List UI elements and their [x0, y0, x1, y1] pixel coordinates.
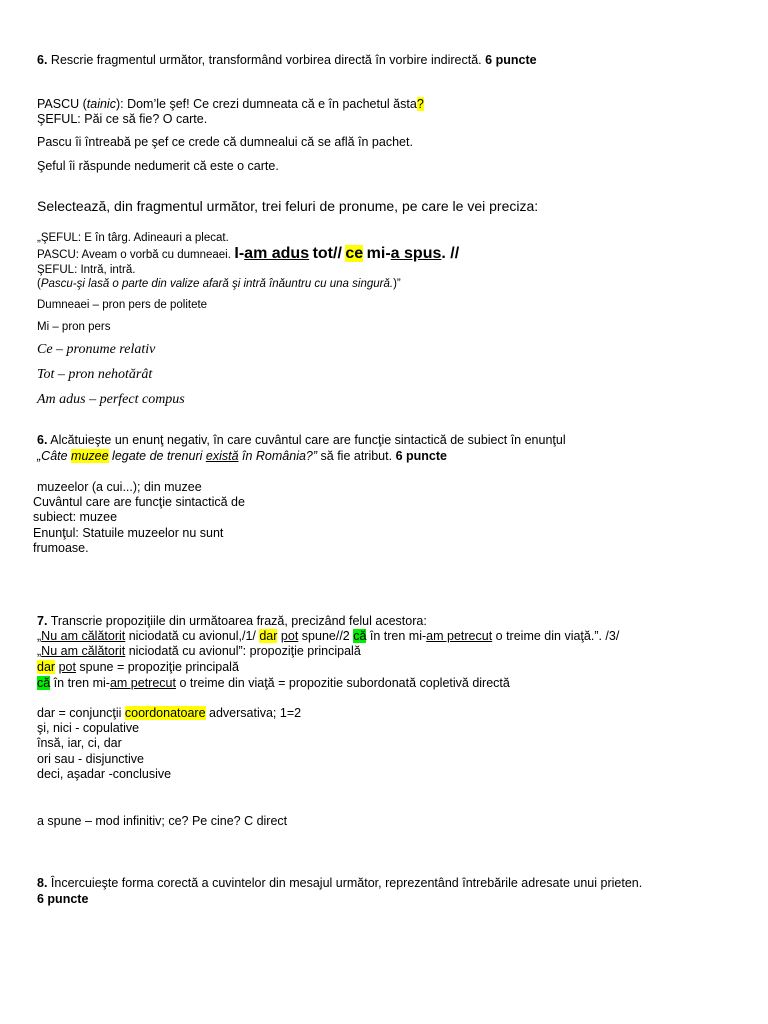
text-run: în tren mi-	[50, 676, 110, 690]
fragment-line-4	[37, 277, 401, 292]
highlighted-text: coordonatoare	[124, 706, 206, 720]
text-run: mi-	[366, 245, 391, 262]
q6a-points: 6 puncte	[485, 53, 537, 67]
q6b-heading	[37, 433, 566, 448]
text-run: o treime din viaţă = propozitie subordonată copletivă directă	[175, 676, 510, 690]
highlighted-text: muzee	[71, 449, 109, 463]
text-run: „	[37, 629, 42, 643]
text-run: niciodată cu avionul”: propoziţie principală	[125, 644, 361, 658]
q6a-number: 6.	[37, 53, 48, 67]
q6a-answer-1: Pascu îi întreabă pe şef ce crede că dumnealui că se află în pachet.	[37, 135, 413, 149]
q6a-pascu-line	[37, 97, 424, 112]
pronoun-answer-4: Tot – pron nehotărât	[37, 367, 153, 382]
q8-points: 6 puncte	[37, 892, 89, 906]
q6a-heading	[37, 53, 537, 68]
q6b-quote-line	[37, 449, 447, 464]
text-run: în România?”	[238, 449, 318, 463]
text-run: . //	[441, 245, 460, 262]
text-run: PASCU: Aveam o vorbă cu dumneaei.	[37, 249, 231, 261]
q6a-answer-2: Şeful îi răspunde nedumerit că este o carte.	[37, 159, 279, 173]
text-run: (	[37, 278, 41, 290]
pronoun-answer-2: Mi – pron pers	[37, 321, 111, 333]
highlighted-text: că	[37, 676, 51, 690]
text-run: tainic	[86, 97, 116, 111]
text-run: I-	[234, 245, 245, 262]
text-run: )”	[393, 278, 401, 290]
conj-line-3: însă, iar, ci, dar	[37, 736, 122, 750]
text-run: spune//2	[298, 629, 354, 643]
text-run: să fie atribut.	[317, 449, 393, 463]
q6b-number: 6.	[37, 433, 48, 447]
highlighted-text: ce	[345, 245, 364, 262]
q8-heading	[37, 876, 642, 891]
q6b-answer-2: Cuvântul care are funcţie sintactică de	[33, 495, 245, 509]
underlined-text: pot	[280, 629, 299, 643]
underlined-text: Nu am călătorit	[41, 644, 126, 658]
q7-heading	[37, 614, 427, 629]
q7-prop-1	[37, 644, 361, 659]
pronoun-answer-3: Ce – pronume relativ	[37, 342, 156, 357]
text-run: dar = conjuncţii	[37, 706, 125, 720]
q6b-answer-3: subiect: muzee	[33, 510, 118, 524]
underlined-text: am petrecut	[426, 629, 493, 643]
q6a-seful-line: ŞEFUL: Păi ce să fie? O carte.	[37, 112, 208, 126]
pronume-instruction: Selectează, din fragmentul următor, trei feluri de pronume, pe care le vei preciza:	[37, 198, 539, 214]
q6b-answer-5: frumoase.	[33, 541, 89, 555]
q7-text: Transcrie propoziţiile din următoarea frază, precizând felul acestora:	[50, 614, 427, 628]
text-run: în tren mi-	[366, 629, 427, 643]
underlined-text: pot	[58, 660, 76, 674]
text-run: PASCU (	[37, 97, 87, 111]
q7-sentence	[37, 629, 619, 644]
q7-prop-2	[37, 660, 239, 675]
text-run: spune = propoziţie principală	[75, 660, 239, 674]
highlighted-text: dar	[259, 629, 278, 643]
conj-line-4: ori sau - disjunctive	[37, 752, 144, 766]
text-run: tot//	[312, 245, 342, 262]
q6b-points: 6 puncte	[395, 449, 447, 463]
q7-prop-3	[37, 676, 510, 691]
q6b-answer-4: Enunţul: Statuile muzeelor nu sunt	[33, 526, 224, 540]
underlined-text: a spus	[390, 245, 442, 262]
conj-line-1	[37, 706, 301, 721]
underlined-text: am adus	[244, 245, 310, 262]
q8-text: Încercuieşte forma corectă a cuvintelor din mesajul următor, reprezentând întrebările adresate unui prieten.	[50, 876, 643, 890]
underlined-text: Nu am călătorit	[41, 629, 126, 643]
q6b-answer-1: muzeelor (a cui...); din muzee	[37, 480, 202, 494]
text-run: adversativa; 1=2	[205, 706, 302, 720]
pronoun-answer-5: Am adus – perfect compus	[37, 392, 185, 407]
text-run: „	[37, 644, 42, 658]
text-run: legate de trenuri	[108, 449, 206, 463]
q8-number: 8.	[37, 876, 48, 890]
highlighted-text: că	[353, 629, 367, 643]
text-run: „Câte	[37, 449, 72, 463]
underlined-text: am petrecut	[109, 676, 176, 690]
q6b-text: Alcătuieşte un enunţ negativ, în care cuvântul care are funcţie sintactică de subiect în enunţul	[50, 433, 566, 447]
q6a-text: Rescrie fragmentul următor, transformând vorbirea directă în vorbire indirectă.	[50, 53, 482, 67]
fragment-line-1: „ŞEFUL: E în târg. Adineauri a plecat.	[37, 232, 229, 244]
conj-line-5: deci, aşadar -conclusive	[37, 767, 172, 781]
q7-number: 7.	[37, 614, 48, 628]
highlighted-text: ?	[416, 97, 424, 111]
text-run: o treime din viaţă.”. /3/	[492, 629, 620, 643]
conj-line-2: şi, nici - copulative	[37, 721, 140, 735]
fragment-line-2	[37, 246, 459, 263]
highlighted-text: dar	[37, 660, 56, 674]
fragment-line-3: ŞEFUL: Intră, intră.	[37, 264, 136, 276]
text-run: niciodată cu avionul,/1/	[125, 629, 260, 643]
underlined-text: există	[205, 449, 239, 463]
infinitive-line: a spune – mod infinitiv; ce? Pe cine? C direct	[37, 814, 288, 828]
text-run: Pascu-şi lasă o parte din valize afară şi intră înăuntru cu una singură.	[40, 278, 394, 290]
pronoun-answer-1: Dumneaei – pron pers de politete	[37, 299, 208, 311]
text-run: ): Dom’le şef! Ce crezi dumneata că e în pachetul ăsta	[115, 97, 417, 111]
